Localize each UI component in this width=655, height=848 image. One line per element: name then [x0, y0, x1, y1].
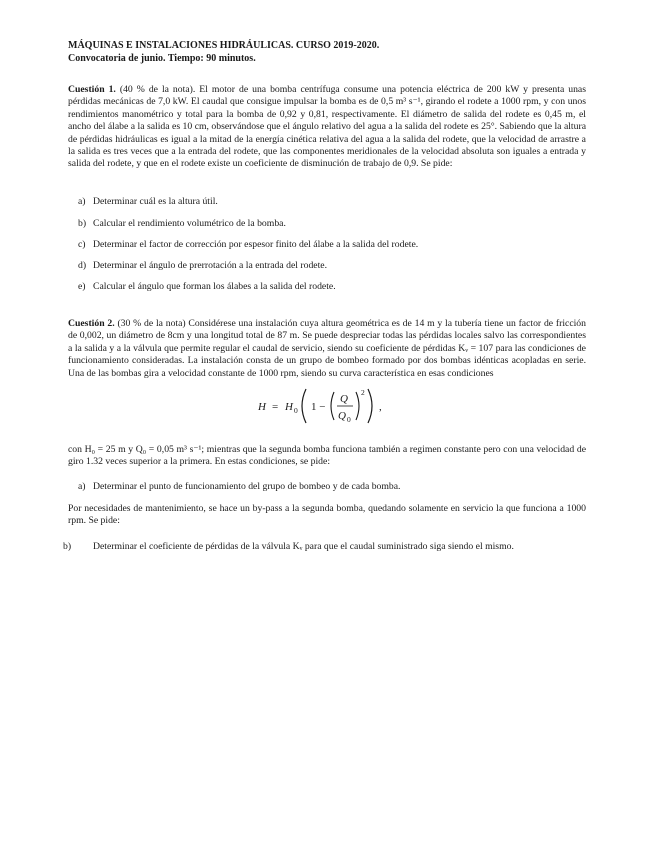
item-label: c)	[78, 239, 86, 250]
formula-lhs: H	[258, 401, 266, 413]
question-1-title: Cuestión 1.	[68, 84, 116, 95]
formula-h0: H	[285, 401, 293, 413]
item-text: Determinar el ángulo de prerrotación a la entrada del rodete.	[93, 260, 327, 271]
question-2-item-b	[63, 541, 601, 553]
question-2-body: (30 % de la nota) Considérese una instalación cuya altura geométrica es de 14 m y la tubería tiene un factor de fricción de 0,002, un diámetro de 8cm y una longitud total de 87 m. Se puede despreciar todas las pérdidas locales salvo las correspondientes a la salida y a la válvula que permite regular el caudal de servicio, siendo su coeficiente de pérdidas Kᵥ = 107 para las condiciones de funcionamiento consideradas. La instalación consta de un grupo de bombeo formado por dos bombas idénticas acopladas en serie. Una de las bombas gira a velocidad constante de 1000 rpm, siendo su curva característica en esas condiciones	[68, 318, 586, 379]
course-title: MÁQUINAS E INSTALACIONES HIDRÁULICAS. CURSO 2019-2020.	[68, 40, 380, 51]
item-label: a)	[78, 481, 86, 492]
question-2-title: Cuestión 2.	[68, 318, 115, 329]
item-label: b)	[78, 218, 87, 229]
outer-right-paren	[368, 389, 372, 423]
item-text: Calcular el ángulo que forman los álabes a la salida del rodete.	[93, 281, 336, 292]
formula-h0-sub: 0	[294, 406, 298, 415]
question-1-statement	[68, 84, 586, 171]
maintenance-text: Por necesidades de mantenimiento, se hace un by-pass a la segunda bomba, quedando solamente en servicio la que funciona a 1000 rpm. Se pide:	[68, 503, 586, 527]
formula-denominator-sub: 0	[347, 415, 351, 424]
question-1-item-a	[78, 196, 586, 208]
item-text: Determinar el coeficiente de pérdidas de la válvula Kᵥ para que el caudal suministrado siga siendo el mismo.	[93, 541, 514, 552]
item-text: Determinar el factor de corrección por espesor finito del álabe a la salida del rodete.	[93, 239, 419, 250]
item-label: e)	[78, 281, 86, 292]
item-label: a)	[78, 196, 86, 207]
question-1-body: (40 % de la nota). El motor de una bomba centrífuga consume una potencia eléctrica de 200 kW y presenta unas pérdidas mecánicas de 7,0 kW. El caudal que consigue impulsar la bomba es de 0,5 m³ s⁻¹, girando el rodete a 1000 rpm, y con unos rendimientos manométrico y total para la bomba de 0,92 y 0,81, respectivamente. El diámetro de salida del rodete es 0,45 m, el ancho del álabe a la salida es 10 cm, observándose que el ángulo relativo del agua a la salida del rodete es 25°. Sabiendo que la altura de pérdidas hidráulicas es igual a la mitad de la energía cinética relativa del agua a la salida del rodete, que la velocidad de arrastre a la salida es tres veces que a la entrada del rodete, que las componentes meridionales de la velocidad absoluta son iguales a entrada y salida del rodete, y que en el rodete existe un coeficiente de disminución de trabajo de 0,9. Se pide:	[68, 84, 587, 170]
item-text: Determinar el punto de funcionamiento del grupo de bombeo y de cada bomba.	[93, 481, 401, 492]
maintenance-paragraph	[68, 503, 586, 528]
question-2-continuation	[68, 444, 586, 469]
formula-equals: =	[272, 401, 279, 413]
question-1-item-e	[78, 281, 586, 293]
formula-numerator: Q	[340, 393, 348, 405]
item-text: Calcular el rendimiento volumétrico de la bomba.	[93, 218, 286, 229]
question-1-item-c	[78, 239, 586, 251]
outer-left-paren	[302, 389, 306, 423]
formula-exponent: 2	[361, 388, 365, 397]
inner-left-paren	[331, 392, 334, 420]
pump-curve-formula	[240, 373, 460, 435]
inner-right-paren	[356, 392, 359, 420]
formula-parameters: con H₀ = 25 m y Q₀ = 0,05 m³ s⁻¹; mientras que la segunda bomba funciona también a regimen constante pero con una velocidad de giro 1.32 veces superior a la primera. En estas condiciones, se pide:	[68, 444, 586, 468]
formula-comma: ,	[379, 401, 382, 413]
formula-denominator: Q	[338, 410, 346, 422]
item-label: d)	[78, 260, 87, 271]
exam-subtitle: Convocatoria de junio. Tiempo: 90 minutos.	[68, 52, 256, 64]
question-2-statement	[68, 318, 586, 380]
formula-one-minus: 1 −	[311, 401, 326, 413]
item-label: b)	[63, 541, 72, 552]
question-2-item-a	[78, 481, 586, 493]
exam-header	[68, 40, 586, 65]
item-text: Determinar cuál es la altura útil.	[93, 196, 218, 207]
question-1-item-b	[78, 218, 586, 230]
question-1-item-d	[78, 260, 586, 272]
